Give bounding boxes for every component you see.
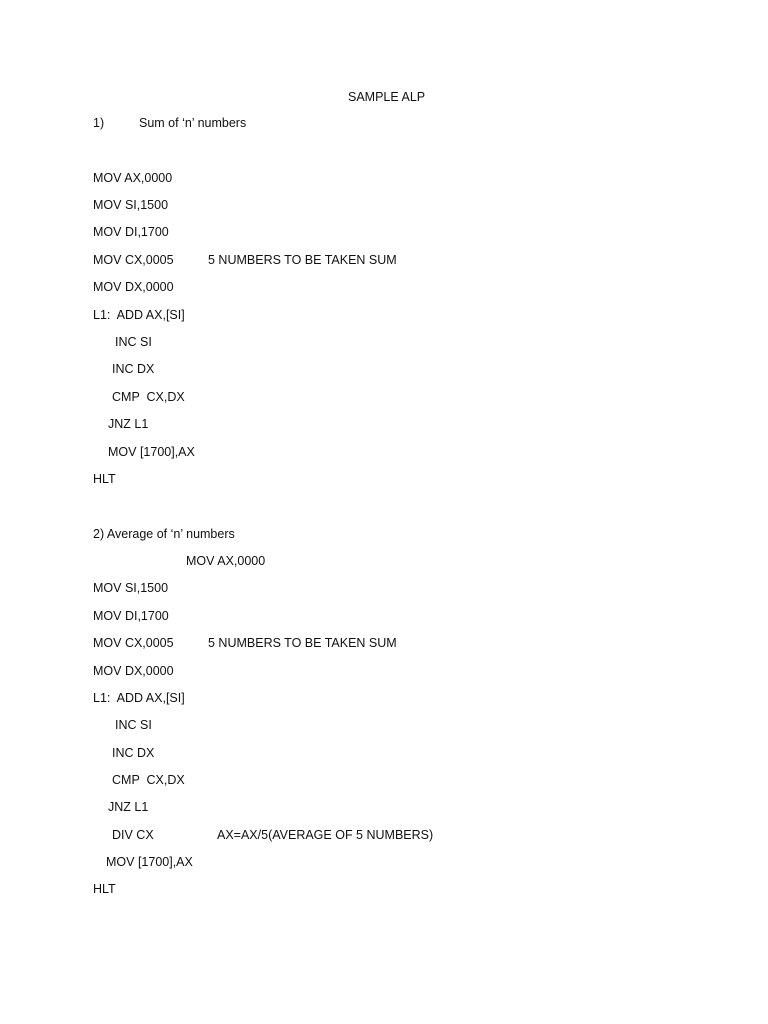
code-line: CMP CX,DX [112, 390, 185, 404]
section-2-heading: 2) Average of ‘n’ numbers [93, 527, 235, 541]
code-line: MOV CX,0005 [93, 636, 174, 650]
code-line: INC DX [112, 746, 155, 760]
code-line: INC SI [115, 718, 152, 732]
code-line: DIV CX [112, 828, 154, 842]
code-line: CMP CX,DX [112, 773, 185, 787]
code-line: JNZ L1 [108, 417, 149, 431]
code-line: MOV [1700],AX [106, 855, 193, 869]
code-line: MOV DI,1700 [93, 225, 169, 239]
code-line: MOV AX,0000 [93, 171, 173, 185]
code-line: MOV SI,1500 [93, 198, 169, 212]
code-line: INC SI [115, 335, 152, 349]
page-title: SAMPLE ALP [348, 90, 426, 104]
code-comment: 5 NUMBERS TO BE TAKEN SUM [208, 253, 397, 267]
code-line: L1: ADD AX,[SI] [93, 691, 185, 705]
code-line: L1: ADD AX,[SI] [93, 308, 185, 322]
code-line: HLT [93, 882, 116, 896]
code-line: MOV DX,0000 [93, 280, 174, 294]
code-line: MOV DX,0000 [93, 664, 174, 678]
code-line: HLT [93, 472, 116, 486]
code-line: MOV DI,1700 [93, 609, 169, 623]
code-line: JNZ L1 [108, 800, 149, 814]
code-line: MOV CX,0005 [93, 253, 174, 267]
code-line: MOV [1700],AX [108, 445, 195, 459]
code-comment: 5 NUMBERS TO BE TAKEN SUM [208, 636, 397, 650]
code-line: MOV SI,1500 [93, 581, 169, 595]
code-line: INC DX [112, 362, 155, 376]
section-1-number: 1) [93, 116, 105, 130]
code-line: MOV AX,0000 [186, 554, 266, 568]
section-1-heading: Sum of ‘n’ numbers [139, 116, 247, 130]
code-comment: AX=AX/5(AVERAGE OF 5 NUMBERS) [217, 828, 434, 842]
